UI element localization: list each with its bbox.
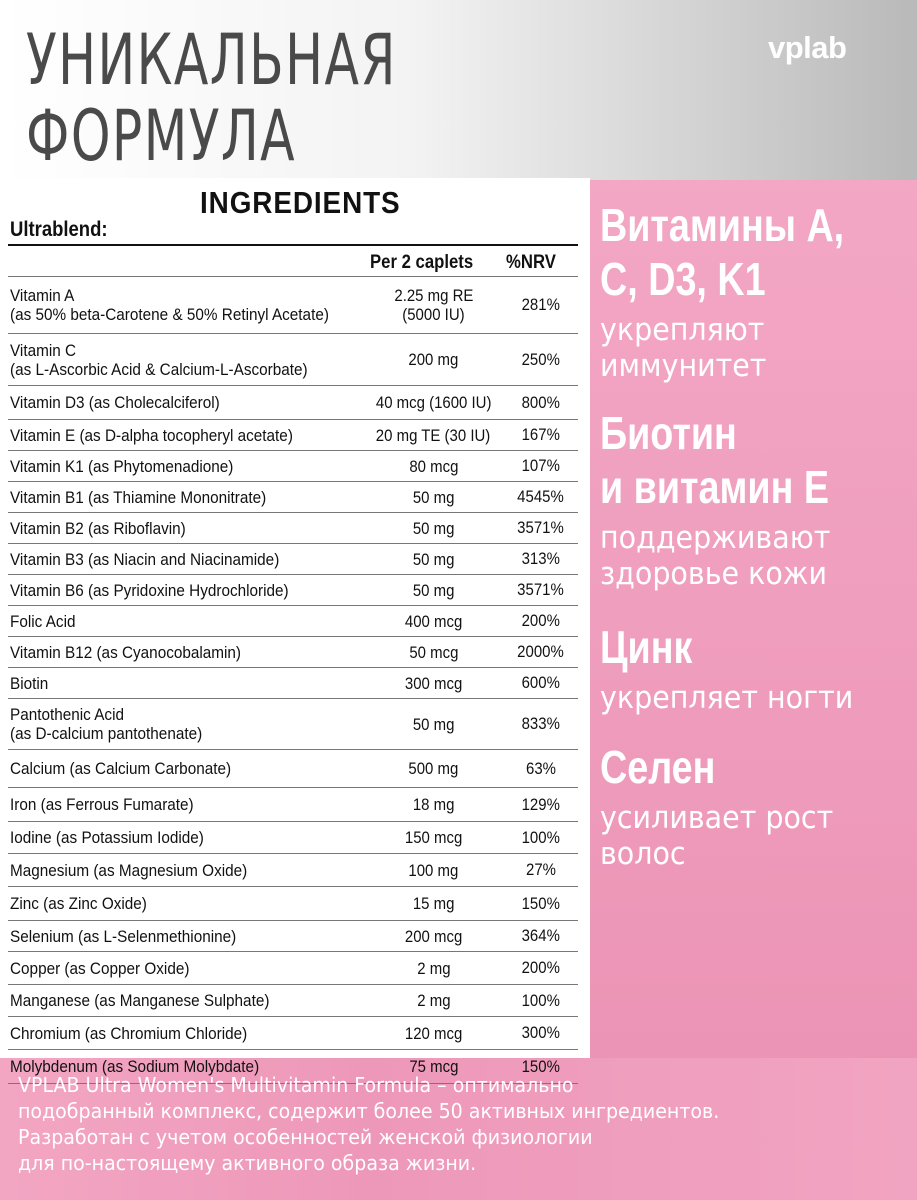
ingredient-amount — [364, 488, 504, 507]
ingredients-table — [8, 276, 578, 1084]
table-row — [8, 574, 578, 605]
ingredient-name — [8, 828, 364, 847]
nrv-value: 3571% — [517, 518, 564, 537]
ingredient-nrv — [503, 393, 578, 413]
ingredient-nrv — [503, 425, 578, 445]
nrv-value: 63% — [525, 758, 556, 778]
page-title — [26, 19, 397, 177]
description-line: для по-настоящему активного образа жизни. — [18, 1151, 477, 1175]
ingredient-amount — [364, 550, 504, 569]
ingredient-amount — [364, 393, 504, 412]
ingredient-amount — [364, 581, 504, 600]
description-line: подобранный комплекс, содержит более 50 активных ингредиентов. — [18, 1099, 720, 1123]
ingredient-name — [8, 643, 364, 662]
table-row — [8, 886, 578, 920]
ingredient-nrv — [503, 580, 578, 600]
ingredient-nrv — [503, 926, 578, 946]
title-line-2: ФОРМУЛА — [26, 95, 297, 177]
ingredient-name-line: Vitamin A — [10, 286, 75, 305]
table-row — [8, 1016, 578, 1049]
table-row — [8, 450, 578, 481]
ultrablend-label: Ultrablend: — [10, 218, 108, 241]
benefit-block — [600, 198, 910, 384]
table-row — [8, 605, 578, 636]
ingredient-nrv — [503, 518, 578, 538]
benefit-title: Селен — [600, 741, 716, 793]
benefit-text: укрепляют — [600, 312, 765, 348]
brand-logo: vplab — [768, 30, 847, 65]
ingredient-name — [8, 759, 364, 778]
ingredient-name — [8, 927, 364, 946]
benefit-text: волос — [600, 836, 686, 872]
ingredient-name — [8, 959, 364, 978]
benefit-title: Витамины A, — [600, 199, 845, 251]
ingredient-nrv — [503, 642, 578, 662]
description-line: Разработан с учетом особенностей женской физиологии — [18, 1125, 593, 1149]
ingredient-amount — [364, 674, 504, 693]
ingredient-nrv — [503, 795, 578, 815]
ingredient-amount — [364, 286, 503, 324]
ingredient-nrv — [503, 894, 578, 914]
ingredient-source-line: (as D-calcium pantothenate) — [10, 724, 203, 743]
table-row — [8, 853, 578, 886]
ingredient-name-line: Vitamin B2 (as Riboflavin) — [10, 518, 186, 538]
ingredient-amount — [364, 715, 504, 734]
ingredient-amount — [364, 795, 504, 814]
benefit-title: C, D3, K1 — [600, 253, 766, 305]
ingredient-nrv — [503, 714, 578, 734]
amount-line: 50 mg — [412, 549, 455, 569]
amount-line: 100 mg — [408, 860, 459, 880]
amount-line: 400 mcg — [404, 611, 463, 631]
ingredient-nrv — [503, 673, 578, 693]
nrv-value: 800% — [521, 392, 560, 412]
ingredient-name — [8, 488, 364, 507]
ingredient-source-line: (as L-Ascorbic Acid & Calcium-L-Ascorbate) — [10, 359, 308, 379]
ingredient-amount — [364, 927, 504, 946]
ingredient-amount — [364, 759, 504, 778]
nrv-value: 3571% — [517, 580, 564, 599]
benefit-text: поддерживают — [600, 520, 831, 556]
ingredient-name-line: Magnesium (as Magnesium Oxide) — [10, 860, 248, 880]
ingredient-name — [8, 341, 364, 379]
nrv-value: 833% — [521, 714, 560, 733]
nrv-value: 313% — [521, 549, 560, 568]
product-description — [18, 1072, 719, 1176]
table-row — [8, 667, 578, 698]
ingredient-nrv — [503, 456, 578, 476]
amount-line: 20 mg TE (30 IU) — [376, 425, 491, 445]
ingredient-amount — [364, 612, 504, 631]
nrv-value: 364% — [521, 926, 560, 945]
ingredient-nrv — [503, 295, 578, 315]
ingredient-name-line: Vitamin B1 (as Thiamine Mononitrate) — [10, 487, 267, 507]
table-row — [8, 512, 578, 543]
table-row — [8, 276, 578, 333]
benefit-text: укрепляет ногти — [600, 680, 854, 716]
benefit-title: Биотин — [600, 407, 737, 459]
ingredient-name-line: Vitamin B12 (as Cyanocobalamin) — [10, 642, 242, 662]
ingredient-name — [8, 581, 364, 600]
benefit-text: здоровье кожи — [600, 556, 828, 592]
table-row — [8, 481, 578, 512]
ingredient-name — [8, 705, 364, 743]
ingredient-amount — [364, 350, 504, 369]
table-top-rule — [8, 244, 578, 246]
ingredients-heading: INGREDIENTS — [200, 185, 401, 220]
ingredient-amount — [364, 643, 504, 662]
nrv-value: 250% — [521, 349, 560, 369]
amount-line: 50 mg — [412, 714, 455, 734]
ingredient-amount — [364, 861, 504, 880]
nrv-value: 300% — [521, 1023, 560, 1042]
ingredient-name — [8, 795, 364, 814]
ingredient-amount — [364, 519, 504, 538]
ingredient-source-line: (as 50% beta-Carotene & 50% Retinyl Acetate) — [10, 305, 329, 324]
ingredient-name-line: Chromium (as Chromium Chloride) — [10, 1023, 248, 1043]
nrv-value: 107% — [521, 456, 560, 475]
benefit-block — [600, 620, 910, 716]
ingredient-name-line: Calcium (as Calcium Carbonate) — [10, 759, 232, 778]
amount-line: 200 mcg — [404, 926, 463, 946]
ingredient-name-line: Vitamin K1 (as Phytomenadione) — [10, 456, 234, 476]
ingredient-nrv — [503, 350, 578, 370]
amount-line: 80 mcg — [408, 456, 459, 476]
table-row — [8, 636, 578, 667]
benefit-title: и витамин Е — [600, 461, 830, 513]
amount-line: 40 mcg (1600 IU) — [375, 393, 492, 412]
nrv-value: 100% — [521, 990, 560, 1010]
ingredient-name — [8, 1024, 364, 1043]
nrv-value: 150% — [521, 1056, 560, 1076]
ingredient-nrv — [503, 759, 578, 779]
table-row — [8, 698, 578, 749]
ingredient-name-line: Vitamin D3 (as Cholecalciferol) — [10, 393, 220, 412]
amount-line: 300 mcg — [404, 673, 463, 693]
nrv-value: 4545% — [517, 487, 564, 506]
amount-line: 2.25 mg RE — [394, 286, 474, 305]
ingredient-amount — [364, 457, 504, 476]
ingredient-nrv — [503, 487, 578, 507]
description-line: VPLAB Ultra Women's Multivitamin Formula – оптимально — [18, 1073, 574, 1097]
benefit-title: Цинк — [600, 621, 693, 673]
nrv-value: 200% — [521, 958, 560, 977]
ingredient-nrv — [503, 611, 578, 631]
ingredient-name — [8, 550, 364, 569]
ingredient-name — [8, 991, 364, 1010]
ingredient-nrv — [503, 828, 578, 848]
table-row — [8, 821, 578, 853]
ingredient-name-line: Manganese (as Manganese Sulphate) — [10, 991, 270, 1010]
amount-line-2: (5000 IU) — [402, 305, 466, 324]
ingredient-name — [8, 612, 364, 631]
table-row — [8, 984, 578, 1016]
ingredient-name — [8, 519, 364, 538]
table-row — [8, 749, 578, 787]
ingredient-name — [8, 457, 364, 476]
ingredient-name — [8, 393, 364, 412]
ingredient-amount — [364, 894, 504, 913]
table-row — [8, 951, 578, 984]
ingredient-name-line: Vitamin C — [10, 340, 77, 360]
ingredient-name-line: Pantothenic Acid — [10, 705, 124, 724]
amount-line: 50 mg — [412, 487, 455, 507]
amount-line: 200 mg — [408, 350, 459, 369]
amount-line: 500 mg — [408, 759, 459, 778]
ingredient-amount — [364, 991, 504, 1010]
title-line-1: УНИКАЛЬНАЯ — [26, 19, 397, 101]
table-row — [8, 419, 578, 450]
table-row — [8, 920, 578, 951]
ingredient-name-line: Copper (as Copper Oxide) — [10, 958, 190, 978]
ingredient-name-line: Vitamin E (as D-alpha tocopheryl acetate) — [10, 425, 293, 445]
ingredient-name-line: Iron (as Ferrous Fumarate) — [10, 795, 194, 814]
amount-line: 18 mg — [412, 795, 455, 814]
column-header-amount: Per 2 caplets — [370, 252, 474, 273]
nrv-value: 2000% — [517, 642, 564, 661]
amount-line: 50 mg — [412, 580, 455, 600]
benefit-text: усиливает рост — [600, 800, 834, 836]
ingredient-name-line: Iodine (as Potassium Iodide) — [10, 828, 204, 847]
amount-line: 120 mcg — [404, 1023, 463, 1043]
amount-line: 50 mg — [412, 518, 455, 538]
header-banner — [0, 0, 917, 180]
benefit-text: иммунитет — [600, 348, 767, 384]
amount-line: 2 mg — [416, 991, 451, 1010]
ingredient-amount — [364, 1024, 504, 1043]
nrv-value: 200% — [521, 611, 560, 630]
ingredient-name — [8, 286, 364, 324]
table-row — [8, 333, 578, 385]
nrv-value: 150% — [521, 893, 560, 913]
ingredient-name-line: Selenium (as L-Selenmethionine) — [10, 926, 237, 946]
benefit-block — [600, 406, 910, 592]
ingredient-nrv — [503, 958, 578, 978]
amount-line: 150 mcg — [404, 828, 463, 847]
amount-line: 50 mcg — [408, 642, 459, 662]
ingredient-nrv — [503, 549, 578, 569]
table-row — [8, 543, 578, 574]
ingredient-name — [8, 894, 364, 913]
table-row — [8, 787, 578, 821]
nrv-value: 167% — [521, 425, 560, 444]
nrv-value: 27% — [525, 860, 556, 879]
nrv-value: 100% — [521, 827, 560, 847]
ingredient-name-line: Vitamin B3 (as Niacin and Niacinamide) — [10, 549, 280, 569]
ingredient-name-line: Molybdenum (as Sodium Molybdate) — [10, 1057, 260, 1076]
column-header-nrv: %NRV — [506, 252, 556, 273]
amount-line: 75 mcg — [408, 1057, 459, 1076]
ingredient-nrv — [503, 860, 578, 880]
ingredient-name — [8, 674, 364, 693]
benefit-block — [600, 740, 910, 872]
ingredient-nrv — [503, 991, 578, 1011]
amount-line: 15 mg — [412, 894, 455, 913]
ingredient-name-line: Folic Acid — [10, 611, 76, 631]
nrv-value: 600% — [521, 673, 560, 692]
ingredient-name — [8, 426, 364, 445]
amount-line: 2 mg — [416, 958, 451, 978]
benefits-list — [600, 198, 910, 872]
nrv-value: 281% — [521, 295, 560, 314]
ingredient-amount — [364, 426, 504, 445]
ingredient-amount — [364, 828, 504, 847]
ingredient-name — [8, 861, 364, 880]
ingredient-name-line: Zinc (as Zinc Oxide) — [10, 894, 147, 913]
ingredient-name-line: Vitamin B6 (as Pyridoxine Hydrochloride) — [10, 580, 289, 600]
nrv-value: 129% — [521, 794, 560, 814]
table-row — [8, 385, 578, 419]
ingredient-nrv — [503, 1023, 578, 1043]
ingredient-name-line: Biotin — [10, 673, 49, 693]
ingredient-amount — [364, 959, 504, 978]
